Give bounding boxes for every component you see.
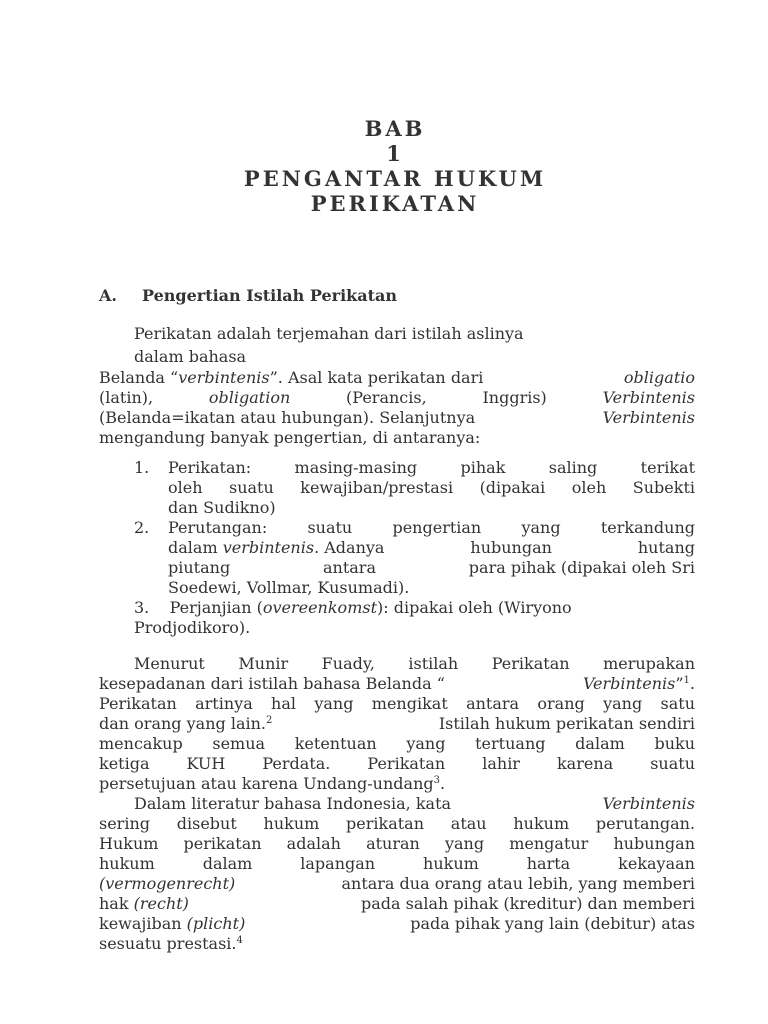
text-run: (vermogenrecht) [99,874,236,893]
text-run: sering disebut hukum perikatan atau hukum perutangan. [99,814,695,833]
text-run: piutang [168,558,231,577]
text-run: hukum [99,854,155,873]
text-run: (latin), [99,388,154,407]
text-run: hutang [637,538,695,557]
text-run: kekayaan [618,854,695,873]
text-run: Hukum perikatan adalah aturan yang mengatur hubungan [99,834,695,853]
text-run: pada salah pihak (kreditur) dan memberi [360,894,695,913]
text-run: Perikatan: masing-masing pihak saling terikat [168,458,695,477]
section-letter: A. [99,286,117,305]
paragraph-1-line [99,368,695,388]
text-run: Verbintenis [582,674,676,693]
text-run: Belanda “ [99,368,179,387]
paragraph-1-line: Perikatan adalah terjemahan dari istilah aslinya [134,324,524,343]
list-number: 2. [134,518,150,537]
text-run: Verbintenis [602,408,695,427]
text-run: pada pihak yang lain (debitur) atas [410,914,695,933]
text-line [99,914,245,934]
paragraph-3 [99,794,695,954]
text-run: Verbintenis [602,388,695,407]
list-item [99,598,695,618]
text-run: hak [99,894,134,913]
text-run: kesepadanan dari istilah bahasa Belanda “ [99,674,445,693]
text-run: antara dua orang atau lebih, yang memberi [341,874,695,893]
text-run: Perikatan artinya hal yang mengikat antara orang yang satu [99,694,695,713]
text-line [168,538,384,558]
text-line [99,894,695,914]
text-line [99,674,695,694]
text-run: overeenkomst [262,598,377,617]
text-line [99,714,272,734]
text-run: harta [526,854,571,873]
text-line [134,598,695,618]
text-line [99,874,695,894]
text-run: Soedewi, Vollmar, Kusumadi). [168,578,410,597]
list-item [99,458,695,518]
text-run: dalam [202,854,253,873]
numbered-list [99,458,695,638]
list-item [99,518,695,598]
text-run: 4 [236,935,243,946]
text-run: Dalam literatur bahasa Indonesia, kata [134,794,452,813]
chapter-number: 1 [386,141,404,166]
text-run: ”. Asal kata perikatan dari [269,368,484,387]
text-run: kewajiban [99,914,187,933]
text-run: . [689,674,695,693]
list-item-continuation: Prodjodikoro). [134,618,251,637]
text-line [583,674,695,694]
text-run: obligatio [623,368,695,387]
text-run: ” [675,674,684,693]
text-run: dan orang yang lain. [99,714,266,733]
text-run: hukum [423,854,479,873]
list-number: 1. [134,458,150,477]
text-run: 3 [433,775,440,786]
paragraph-1-line [99,408,695,428]
text-run: para pihak (dipakai oleh Sri [468,558,695,577]
text-line [99,894,189,914]
text-run: hubungan [470,538,552,557]
text-run: antara [322,558,376,577]
chapter-title [0,116,768,216]
text-run: dalam [168,538,223,557]
text-run: 2 [266,715,273,726]
text-run: (recht) [133,894,189,913]
text-run: . [439,774,446,793]
text-run: obligation [208,388,291,407]
text-run: Istilah hukum perikatan sendiri [438,714,695,733]
text-run: (Belanda=ikatan atau hubungan). Selanjutnya [99,408,476,427]
paragraph-2 [99,654,695,794]
paragraph-1 [99,322,695,448]
text-run: Perjanjian ( [169,598,263,617]
text-run: dan Sudikno) [168,498,276,517]
text-run: Verbintenis [602,794,695,813]
text-run: (Perancis, [346,388,427,407]
text-run: oleh suatu kewajiban/prestasi (dipakai oleh Subekti [168,478,695,497]
list-number: 3. [134,598,150,617]
text-run: (plicht) [186,914,246,933]
text-run: Inggris) [482,388,547,407]
chapter-title-line-2: PERIKATAN [310,191,480,216]
section-title: Pengertian Istilah Perikatan [142,286,397,305]
paragraph-1-line [99,388,695,408]
text-run: Menurut Munir Fuady, istilah Perikatan merupakan [134,654,695,673]
text-line [99,794,695,814]
text-line [168,558,695,578]
text-run: sesuatu prestasi. [99,934,237,953]
paragraph-1-line: mengandung banyak pengertian, di antaranya: [99,428,481,447]
text-line [99,934,695,954]
text-run: verbintenis [178,368,270,387]
text-line [99,914,695,934]
text-run: 1 [683,675,690,686]
text-line [99,368,483,388]
text-run: persetujuan atau karena Undang-undang [99,774,434,793]
chapter-title-line-1: PENGANTAR HUKUM [243,166,547,191]
text-line [99,714,695,734]
section-heading [99,286,397,305]
text-line [99,854,695,874]
text-line [99,774,695,794]
text-run: . Adanya [314,538,385,557]
text-run: verbintenis [222,538,315,557]
text-run: lapangan [300,854,376,873]
text-run: mencakup semua ketentuan yang tertuang dalam buku [99,734,695,753]
text-line [168,538,695,558]
paragraph-1-line: dalam bahasa [134,347,247,366]
text-run: ketiga KUH Perdata. Perikatan lahir karena suatu [99,754,695,773]
chapter-label: BAB [364,116,426,141]
text-run: ): dipakai oleh (Wiryono [377,598,572,617]
text-run: Perutangan: suatu pengertian yang terkandung [168,518,695,537]
